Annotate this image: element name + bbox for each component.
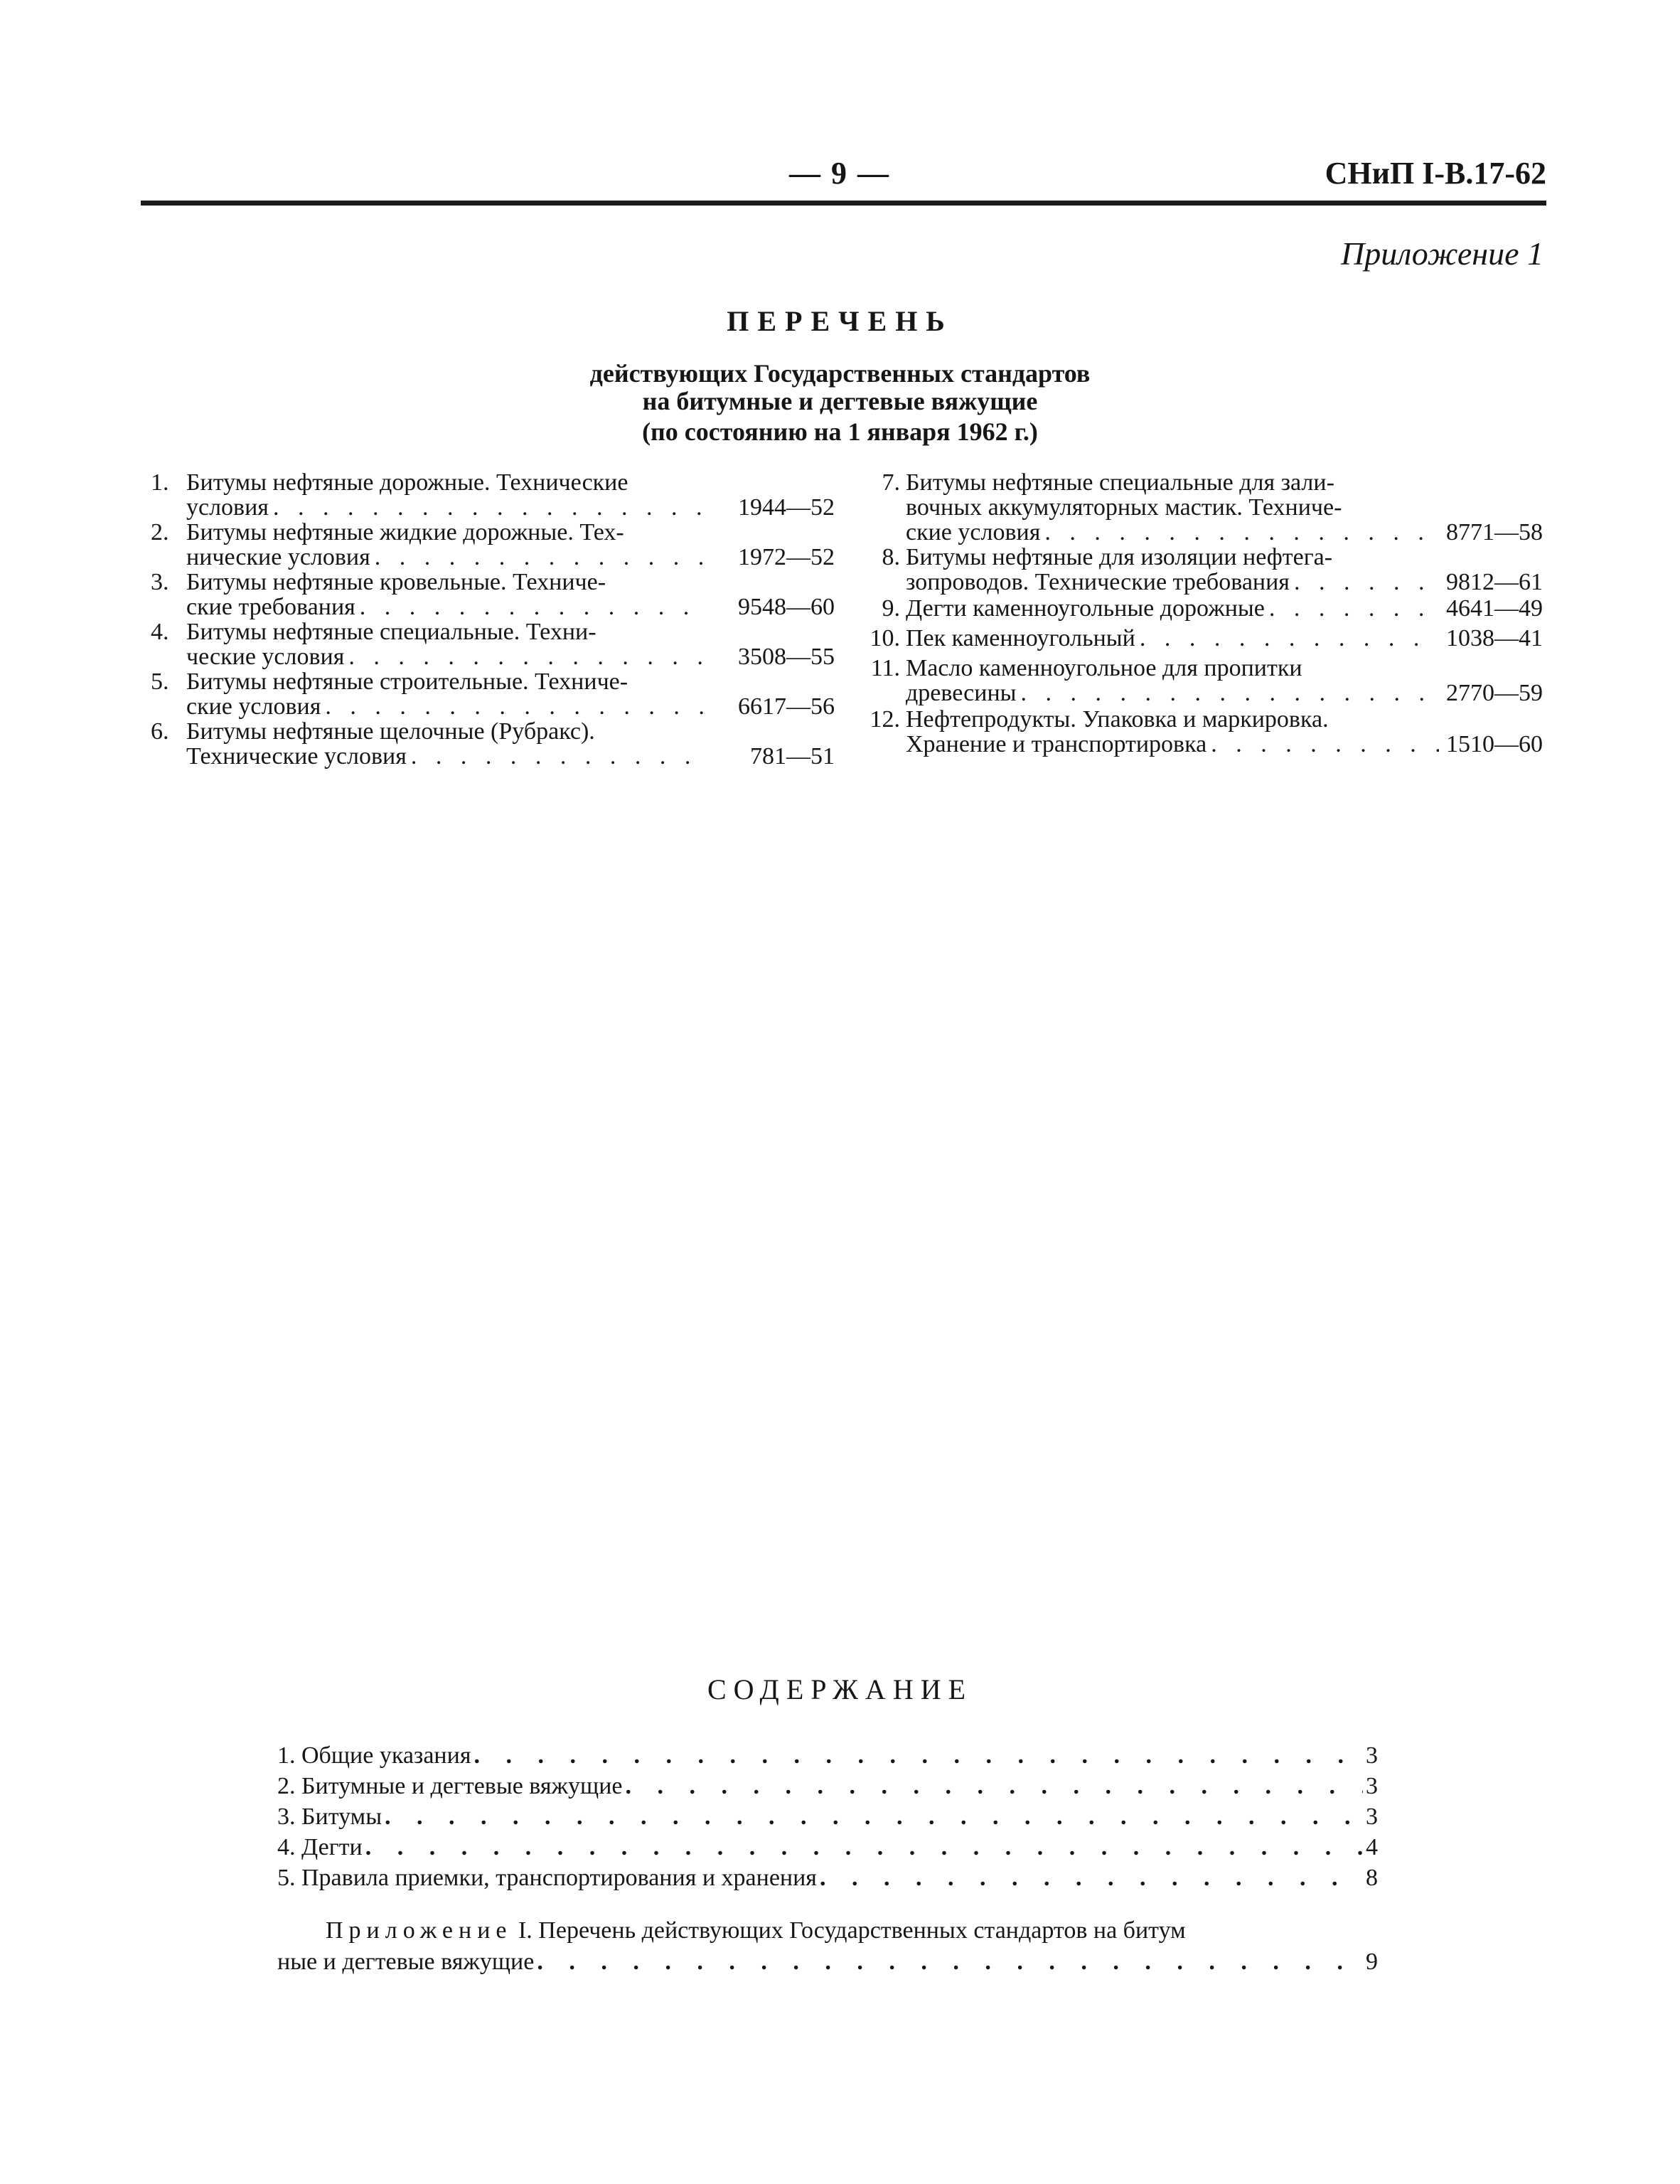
item-title-cont: ские условия	[906, 519, 1041, 545]
item-title: Битумы нефтяные строительные. Техниче-	[186, 668, 628, 695]
dot-leader	[1269, 596, 1439, 621]
list-subtitle-line: действующих Государственных стандартов	[589, 359, 1091, 388]
item-number: 2.	[151, 519, 169, 545]
item-number: 3.	[151, 569, 169, 595]
standard-code: 1510—60	[1446, 731, 1543, 757]
standard-code: 9548—60	[738, 594, 835, 620]
item-title-cont: ские требования	[186, 594, 355, 620]
dot-leader	[626, 1773, 1364, 1800]
item-number: 5.	[151, 668, 169, 695]
item-title-cont: вочных аккумуляторных мастик. Техниче-	[906, 494, 1342, 521]
item-title: Битумы нефтяные для изоляции нефтега-	[906, 544, 1333, 570]
standard-item	[860, 707, 1543, 758]
toc-entry	[277, 1834, 1378, 1865]
appendix-prefix: Приложение	[326, 1917, 513, 1944]
dot-leader	[385, 1804, 1363, 1831]
toc-page-number: 3	[1366, 1742, 1378, 1769]
item-title-cont: древесины	[906, 680, 1017, 706]
document-code: СНиП I-В.17-62	[1325, 156, 1546, 191]
item-title: Битумы нефтяные дорожные. Технические	[186, 469, 628, 496]
item-title: Битумы нефтяные жидкие дорожные. Тех-	[186, 519, 624, 545]
appendix-entry-title: I. Перечень действующих Государственных стандартов на битум	[518, 1917, 1186, 1944]
item-title: Битумы нефтяные специальные для зали-	[906, 469, 1334, 496]
header-rule	[141, 201, 1546, 206]
list-subtitle-line: на битумные и дегтевые вяжущие	[642, 387, 1038, 415]
toc-entry-label: 4. Дегти	[277, 1834, 363, 1860]
item-title: Битумы нефтяные кровельные. Техниче-	[186, 569, 606, 595]
toc-entry-label: 2. Битумные и дегтевые вяжущие	[277, 1773, 623, 1799]
toc-entry	[277, 1865, 1378, 1895]
toc-entry-label: 3. Битумы	[277, 1804, 382, 1830]
appendix-entry-title-cont: ные и дегтевые вяжущие	[277, 1949, 535, 1975]
item-title: Нефтепродукты. Упаковка и маркировка.	[906, 706, 1329, 733]
dot-leader	[375, 545, 710, 570]
dot-leader	[1294, 570, 1439, 595]
item-title-cont: Хранение и транспортировка	[906, 731, 1207, 757]
toc-entry	[277, 1742, 1378, 1773]
item-title: Битумы нефтяные щелочные (Рубракс).	[186, 718, 595, 745]
item-number: 11.	[870, 655, 900, 681]
item-title: Битумы нефтяные специальные. Техни-	[186, 619, 596, 645]
dot-leader	[273, 495, 710, 520]
toc-entry-label: 5. Правила приемки, транспортирования и хранения	[277, 1865, 817, 1891]
standard-item	[151, 669, 835, 719]
standard-code: 9812—61	[1446, 569, 1543, 595]
item-title: Дегти каменноугольные дорожные	[906, 595, 1265, 622]
toc-entry	[277, 1804, 1378, 1834]
dot-leader	[1044, 520, 1439, 545]
standard-item	[860, 656, 1543, 707]
item-title-cont: ческие условия	[186, 644, 345, 670]
item-number: 6.	[151, 718, 169, 745]
page-number: — 9 —	[789, 156, 890, 191]
toc-appendix-entry	[277, 1915, 1378, 1978]
contents-title: СОДЕРЖАНИЕ	[707, 1673, 973, 1705]
dot-leader	[1021, 681, 1439, 705]
standard-code: 1038—41	[1446, 625, 1543, 651]
standard-code: 2770—59	[1446, 680, 1543, 706]
standards-list-right	[860, 470, 1543, 758]
item-number: 10.	[870, 625, 900, 651]
standard-item	[151, 570, 835, 619]
toc-page-number: 3	[1366, 1804, 1378, 1830]
standard-code: 8771—58	[1446, 519, 1543, 545]
dot-leader	[325, 694, 710, 719]
toc-page-number: 3	[1366, 1773, 1378, 1799]
item-number: 7.	[882, 469, 900, 496]
item-number: 9.	[882, 595, 900, 622]
standard-code: 1972—52	[738, 544, 835, 570]
standard-item	[151, 470, 835, 520]
standard-code: 6617—56	[738, 693, 835, 720]
toc-entry	[277, 1773, 1378, 1804]
item-number: 8.	[882, 544, 900, 570]
item-title: Пек каменноугольный	[906, 625, 1135, 651]
standard-item	[860, 470, 1543, 545]
item-title-cont: нические условия	[186, 544, 370, 570]
item-title-cont: Технические условия	[186, 743, 407, 769]
toc-entry-label: 1. Общие указания	[277, 1742, 471, 1769]
standard-item	[151, 520, 835, 570]
standard-item	[860, 596, 1543, 626]
list-title: ПЕРЕЧЕНЬ	[727, 305, 953, 337]
dot-leader	[1211, 732, 1439, 757]
standard-item	[860, 545, 1543, 596]
dot-leader	[473, 1742, 1363, 1769]
standard-item	[860, 626, 1543, 656]
item-title-cont: зопроводов. Технические требования	[906, 569, 1290, 595]
toc-page-number: 4	[1366, 1834, 1378, 1860]
dot-leader	[365, 1834, 1363, 1861]
standard-code: 4641—49	[1446, 595, 1543, 622]
standard-item	[151, 719, 835, 769]
item-title: Масло каменноугольное для пропитки	[906, 655, 1302, 681]
dot-leader	[537, 1946, 1363, 1978]
appendix-label: Приложение 1	[1340, 235, 1543, 272]
dot-leader	[820, 1865, 1363, 1892]
dot-leader	[348, 644, 710, 669]
standards-list-left	[151, 470, 835, 769]
dot-leader	[1140, 626, 1439, 651]
list-subtitle-line: (по состоянию на 1 января 1962 г.)	[642, 417, 1038, 446]
toc-page-number: 8	[1366, 1865, 1378, 1891]
standard-code: 3508—55	[738, 644, 835, 670]
dot-leader	[360, 595, 710, 619]
toc-page-number: 9	[1366, 1949, 1378, 1975]
dot-leader	[411, 744, 710, 769]
item-title-cont: условия	[186, 494, 269, 521]
item-number: 12.	[870, 706, 900, 733]
standard-item	[151, 619, 835, 669]
item-number: 4.	[151, 619, 169, 645]
table-of-contents	[277, 1742, 1378, 1895]
standard-code: 781—51	[750, 743, 835, 769]
item-number: 1.	[151, 469, 169, 496]
standard-code: 1944—52	[738, 494, 835, 521]
item-title-cont: ские условия	[186, 693, 321, 720]
